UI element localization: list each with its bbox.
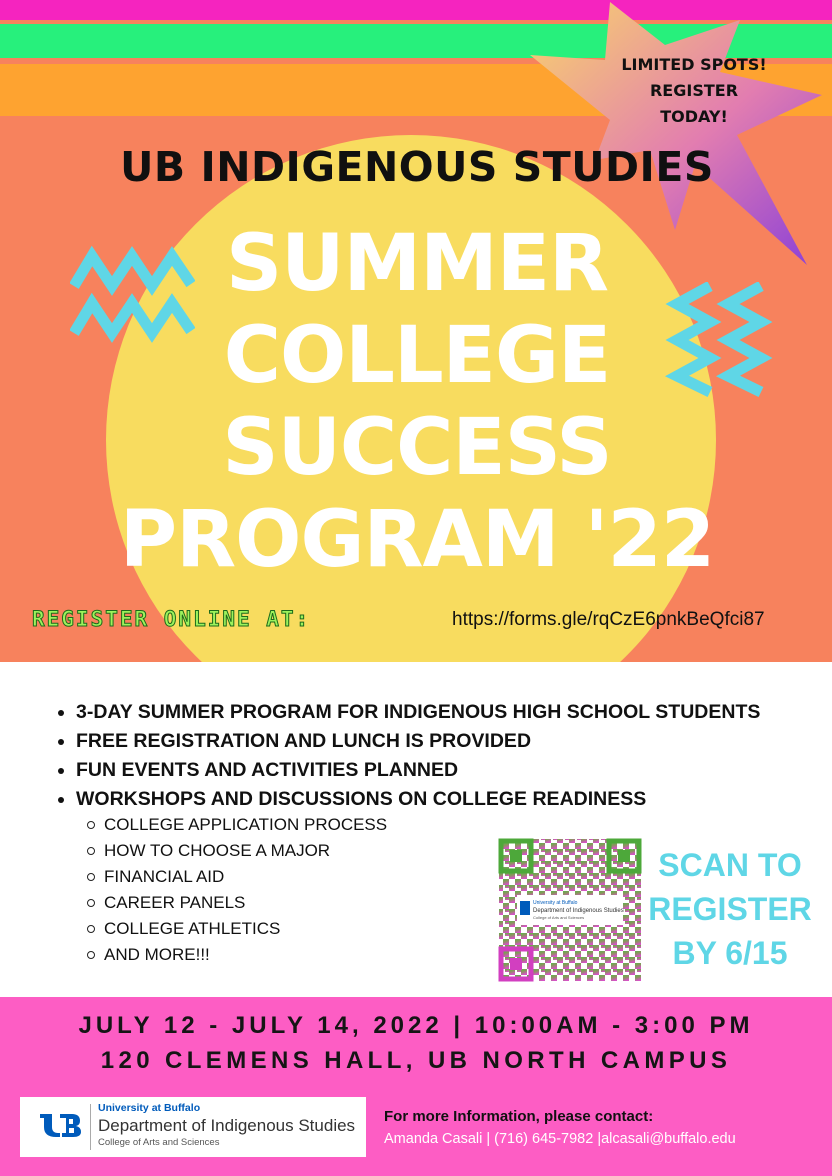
ub-logo-mark-icon [520,901,530,915]
sub-list-item [104,864,387,890]
ub-logo-mark-icon [38,1111,82,1139]
title-line: SUMMER [225,219,609,309]
sub-list-item [104,838,387,864]
sub-list-item-label: AND MORE!!! [104,945,210,964]
circle-bullet-icon [87,899,95,907]
logo-university: University at Buffalo [98,1102,201,1114]
event-date-time: JULY 12 - JULY 14, 2022 | 10:00AM - 3:00 PM [78,1012,754,1039]
contact-heading: For more Information, please contact: [384,1108,654,1125]
title-line: COLLEGE [223,311,611,401]
sub-list-item [104,812,387,838]
bullet-list [54,698,760,814]
register-online-label: REGISTER ONLINE AT: [32,607,311,631]
badge-line: REGISTER [649,81,739,100]
scan-line: BY 6/15 [672,935,788,971]
qr-label-department: Department of Indigenous Studies [533,908,624,914]
badge-line: TODAY! [660,107,728,126]
logo-college: College of Arts and Sciences [98,1137,220,1148]
list-item: • WORKSHOPS AND DISCUSSIONS ON COLLEGE READINESS [76,785,760,814]
program-title [112,218,722,586]
list-item: • FUN EVENTS AND ACTIVITIES PLANNED [76,756,760,785]
circle-bullet-icon [87,925,95,933]
sub-list-item-label: COLLEGE APPLICATION PROCESS [104,815,388,834]
sub-list-item-label: FINANCIAL AID [104,867,225,886]
circle-bullet-icon [87,951,95,959]
list-item: • FREE REGISTRATION AND LUNCH IS PROVIDED [76,727,760,756]
sub-list-item [104,916,387,942]
scan-to-register-callout [648,843,812,975]
scan-line: REGISTER [648,891,812,927]
scan-line: SCAN TO [658,847,802,883]
event-location: 120 CLEMENS HALL, UB NORTH CAMPUS [100,1047,732,1074]
circle-bullet-icon [87,821,95,829]
organization-title: UB INDIGENOUS STUDIES [120,143,714,191]
qr-label-college: College of Arts and Sciences [533,915,585,920]
logo-department: Department of Indigenous Studies [98,1116,356,1135]
contact-details: Amanda Casali | (716) 645-7982 |alcasali@buffalo.edu [384,1131,736,1147]
logo-divider [90,1104,91,1150]
sub-list-item-label: COLLEGE ATHLETICS [104,919,281,938]
ub-department-logo [20,1097,366,1157]
limited-spots-badge [600,52,788,130]
badge-line: LIMITED SPOTS! [621,55,767,74]
title-line: PROGRAM '22 [119,495,715,585]
sub-list-item-label: HOW TO CHOOSE A MAJOR [104,841,331,860]
sub-list-item [104,942,387,968]
circle-bullet-icon [87,847,95,855]
sub-bullet-list [104,812,387,968]
title-line: SUCCESS [222,403,612,493]
list-item: • 3-DAY SUMMER PROGRAM FOR INDIGENOUS HIGH SCHOOL STUDENTS [76,698,760,727]
sub-list-item [104,890,387,916]
sub-list-item-label: CAREER PANELS [104,893,246,912]
qr-code[interactable] [497,837,643,983]
qr-label-university: University at Buffalo [533,900,578,906]
circle-bullet-icon [87,873,95,881]
registration-link[interactable]: https://forms.gle/rqCzE6pnkBeQfci87 [452,609,765,630]
